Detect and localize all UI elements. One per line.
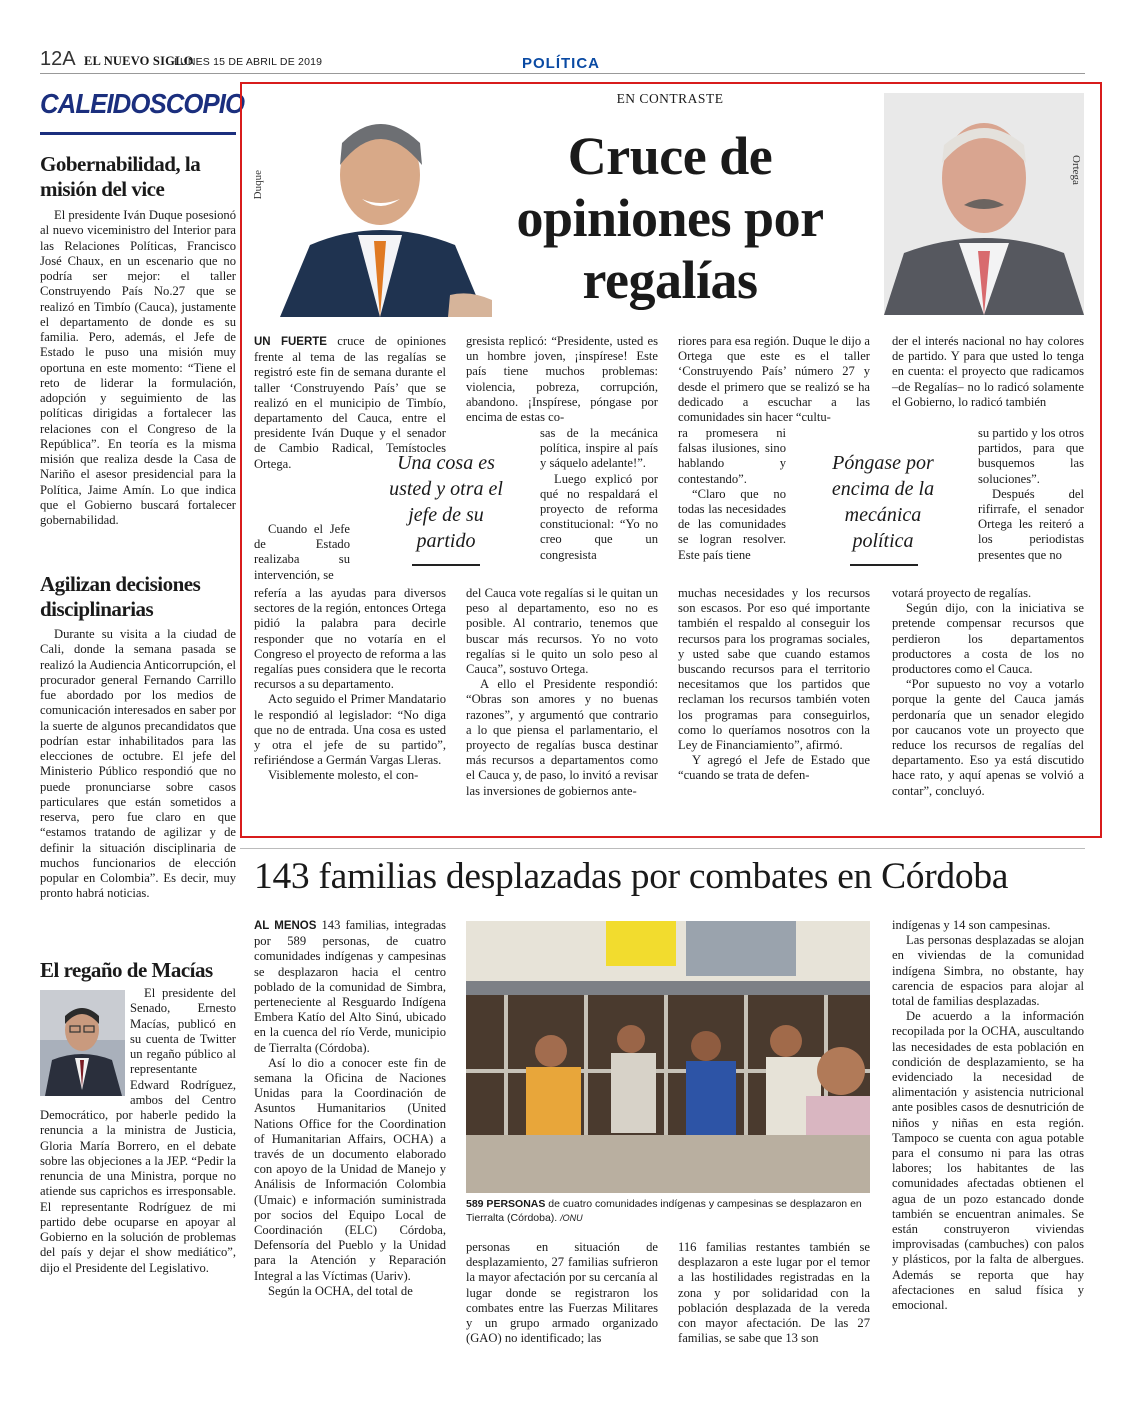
story-paragraph: Según la OCHA, del total de [268,1283,413,1298]
feature-paragraph: votará proyecto de regalías. [892,586,1032,600]
photo-caption [466,1198,866,1225]
caption-lead: 589 PERSONAS [466,1198,546,1210]
feature-paragraph: gresista replicó: “Presidente, usted es un hombre joven, ¡inspírese! Este país tiene muchos problemas: violencia, pobreza, corrupción, abandono. ¡Inspírese, póngase por encima de estas co- [466,334,658,425]
brief-body [40,627,236,902]
story-paragraph: De acuerdo a la información recopilada por la OCHA, auscultando las necesidades de esta población en condición de desplazamiento, se ha evidenciado la necesidad de alimentación y asistencia nutricional ante posibles casos de desnutrición de niños y niñas en esta región. Tampoco se cuenta con agua potable para el consumo ni para las otras labores; los habitantes de las comunidades afectadas obtienen el agua de un pozo estancado donde también se encuentran animales. Se están construyeron viviendas improvisadas (cambuches) con palos y plásticos, por la falta de albergues. Además se reporta que hay afectaciones en salud física y emocional. [892,1009,1084,1313]
feature-col-4-bottom [892,586,1084,799]
feature-paragraph: Visiblemente molesto, el con- [268,768,419,783]
feature-col-3-mid [678,426,786,563]
brief-headline: Agilizan decisiones disciplinarias [40,572,201,621]
story-paragraph: personas en situación de desplazamiento, 27 familias sufrieron la mayor afectación por su cercanía al lugar donde se registraron los combates entre las Fuerzas Militares y un grupo armado organizado (GAO) no identificado; las [466,1240,658,1346]
feature-paragraph: refería a las ayudas para diversos sectores de la región, entonces Ortega pidió la palabra para decirle responder que no votaría en el Congreso el proyecto de reforma a las regalías pues considera que le recorta recursos a su departamento. [254,586,446,692]
feature-kicker: EN CONTRASTE [616,91,724,106]
feature-paragraph: Y agregó el Jefe de Estado que “cuando se trata de defen- [678,753,870,783]
brief-body [40,986,236,1276]
brief-headline: Gobernabilidad, la misión del vice [40,152,201,201]
feature-col-2-bottom [466,586,658,799]
feature-paragraph: Acto seguido el Primer Mandatario le respondió al legislador: “No diga que no de entrada. Una cosa es usted y otra el jefe de su partido”, refiriéndose a Germán Vargas Lleras. [254,692,446,768]
story-separator [240,848,1085,849]
section-name: POLÍTICA [522,55,600,72]
story-col-3 [678,1240,870,1346]
feature-col-1-bottom [254,586,446,784]
brief-headline: El regaño de Macías [40,958,213,982]
issue-date: LUNES 15 DE ABRIL DE 2019 [174,56,323,68]
feature-paragraph: der el interés nacional no hay colores de partido. Y para que usted lo tenga en cuenta: el proyecto que radicamos –de Regalías– no lo radicó solamente el Gobierno, lo radicó también [892,334,1084,409]
caption-text: de cuatro comunidades indígenas y campesinas se desplazaron en Tierralta (Córdoba). [466,1198,862,1224]
caleidoscopio-banner [40,88,245,128]
feature-col-2-top [466,334,658,425]
feature-paragraph: ra promesera ni falsas ilusiones, sino hablando y contestando”. [678,426,786,486]
feature-paragraph: su partido y los otros partidos, para que busquemos las soluciones”. [978,426,1084,486]
feature-title: Cruce de opiniones por regalías [516,126,824,310]
feature-paragraph: A ello el Presidente respondió: “Obras son amores y no buenas razones”, y argumentó que contrario a lo que piensa el parlamentario, el proyecto de regalías busca destinar más recursos a departamentos como el Cauca y, de paso, lo invitó a revisar las inversiones de gobiernos ante- [466,677,658,798]
feature-paragraph: “Por supuesto no voy a votarlo porque la gente del Cauca jamás perdonaría que un senador elegido por caucanos vote un proyecto que reduce los recursos de regalías del departamento. Eso ya está discutido hace rato, y aquí apenas se volvió a contar”, concluyó. [892,677,1084,798]
story-col-2 [466,1240,658,1346]
story-col-1 [254,918,446,1299]
story-paragraph: Así lo dio a conocer este fin de semana la Oficina de Naciones Unidas para la Coordinación de Asuntos Humanitarios (United Nations Office for the Coordination of Humanitarian Affairs, OCHA) a través de un documento elaborado con apoyo de la Unidad de Manejo y Análisis de Información Colombia (Umaic) e información suministrada por socios del Equipo Local de Coordinación (ELC) Córdoba, Defensoría del Pueblo y la Unidad para la Atención y Reparación Integral a las Víctimas (Uariv). [254,1055,446,1283]
feature-paragraph: Luego explicó por qué no respaldará el proyecto de reforma constitucional: “Yo no creo que un congresista [540,471,658,562]
story-paragraph: Las personas desplazadas se alojan en viviendas de la comunidad indígena Simbra, no obstante, hay carencia de espacios para alojar al total de familias desplazadas. [892,933,1084,1009]
story-paragraph: indígenas y 14 son campesinas. [892,918,1051,932]
brief-body [40,208,236,528]
feature-col-1-mid [254,522,350,583]
pull-quote-rule [850,564,918,566]
caleidoscopio-title: CALEIDOSCOPIO [40,88,245,119]
duque-photo [270,95,495,317]
photo-credit: /ONU [560,1212,583,1223]
photo-wrap-spacer [40,986,130,1101]
feature-col-4-top [892,334,1084,410]
feature-text: cruce de opiniones frente al tema de las regalías se registró este fin de semana durante el taller ‘Construyendo País’ que se realizó en el municipio de Timbío, departamento del Cauca, entre el presidente Iván Duque y el senador de Cambio Radical, Temístocles Ortega. [254,334,447,471]
feature-paragraph: Según dijo, con la iniciativa se pretende compensar recursos que perdieron los departamentos productores a costa de los no productores como el Cauca. [892,601,1084,677]
feature-col-2-mid [540,426,658,563]
feature-paragraph: Después del rifirrafe, el senador Ortega les reiteró a los periodistas presentes que no [978,486,1084,562]
story-text: 143 familias, integradas por 589 personas, de cuatro comunidades indígenas y campesinas se desplazaron hacia el centro poblado de la comunidad de Simbra, perteneciente al Resguardo Indígena Embera Katío del Alto Sinú, ubicado en la cuenca del río Verde, municipio de Tierralta (Córdoba). [254,918,446,1055]
pull-quote-left: Una cosa es usted y otra el jefe de su partido [389,452,503,552]
header-rule [40,73,1085,74]
story-title: 143 familias desplazadas por combates en Córdoba [254,856,1009,897]
displaced-families-photo [466,921,870,1193]
page-number: 12A [40,48,76,70]
feature-paragraph: “Claro que no todas las necesidades de las comunidades se logran resolver. Este país tiene [678,486,786,562]
feature-paragraph: sas de la mecánica política, inspire al país y sáquelo adelante!”. [540,426,658,471]
feature-paragraph: muchas necesidades y los recursos son escasos. Por eso qué importante también el respaldo al conseguir los recursos para los programas sociales, y usted sabe que cuando estamos buscando recursos para el territorio necesitamos que los partidos que reclaman los recursos también voten los programas para conseguirlos, como lo queríamos nosotros con la Ley de Financiamiento”, afirmó. [678,586,870,753]
pull-quote-right: Póngase por encima de la mecánica política [831,452,935,552]
pull-quote-rule [412,564,480,566]
photo-label-right: Ortega [1070,155,1082,185]
feature-paragraph: riores para esa región. Duque le dijo a Ortega que este es el taller ‘Construyendo País’ número 27 y desde el primero que se realizó se ha dedicado a escuchar a las comunidades sin hacer “cultu- [678,334,870,425]
brief-paragraph: Durante su visita a la ciudad de Cali, donde la semana pasada se realizó la Audiencia Anticorrupción, el procurador general Fernando Carrillo fue abordado por los medios de comunicación interesados en saber por la suerte de algunos precandidatos que podrían estar inhabilitados para las elecciones de octubre. El jefe del Ministerio Público respondió que no puede pronunciarse sobre casos particulares que están sometidos a reserva, pero fue claro en que “estamos tratando de agilizar y de definir la situación disciplinaria de muchos funcionarios de elección popular en Colombia”. Es decir, muy pronto habrá noticias. [40,627,236,901]
feature-col-3-bottom [678,586,870,784]
feature-paragraph: del Cauca vote regalías si le quitan un peso al departamento, eso no es posible. Al contrario, tenemos que buscar más recursos. Yo no voto regalías si le quito un solo peso al Cauca”, sostuvo Ortega. [466,586,658,677]
brief-paragraph: El presidente del Senado, Ernesto Macías, publicó en su cuenta de Twitter un regaño público al representante Edward Rodríguez, ambos del Centro Democrático, por haberle pedido la renuncia a la ministra de Justicia, Gloria María Borrero, en el debate sobre las objeciones a la JEP. “Pedir la renuncia de una Ministra, porque no atiende sus caprichos es irresponsable. El representante Rodríguez de mi partido debe ocuparse en apoyar al Gobierno en la solución de problemas del país y dejar el show mediático”, dijo el Presidente del Legislativo. [40,986,236,1275]
newspaper-name: EL NUEVO SIGLO [84,54,194,68]
feature-col-3-top [678,334,870,425]
feature-col-4-mid [978,426,1084,563]
ortega-photo [884,93,1084,315]
lead-in: UN FUERTE [254,336,327,348]
feature-paragraph: Cuando el Jefe de Estado realizaba su intervención, se [254,522,350,582]
lead-in: AL MENOS [254,920,317,932]
story-paragraph: 116 familias restantes también se desplazaron a este lugar por el temor a las hostilidades registradas en la zona y por solidaridad con la población desplazada de la vereda con mayor afectación. De las 27 familias, se sabe que 13 son [678,1240,870,1346]
story-col-4 [892,918,1084,1313]
story-paragraph [254,918,446,1056]
brief-paragraph: El presidente Iván Duque posesionó al nuevo viceministro del Interior para las Relaciones Políticas, Francisco José Chaux, en un escenario que no podría ser mejor: el taller Construyendo País No.27 que se realizó en Timbío (Cauca), justamente el departamento de donde es su familia. Pero, además, el Jefe de Estado le puso una misión muy oportuna en este momento: “Tiene el reto de liderar la formulación, adopción y seguimiento de las políticas dirigidas a fortalecer las relaciones con el Congreso de la República”. En teoría es la misma misión que realiza desde la Casa de Nariño el asesor presidencial para la Política, Jaime Amín. Lo que indica que el Gobierno buscará fortalecer gobernabilidad. [40,208,236,527]
photo-label-left: Duque [252,170,264,200]
caleidoscopio-rule [40,132,236,135]
